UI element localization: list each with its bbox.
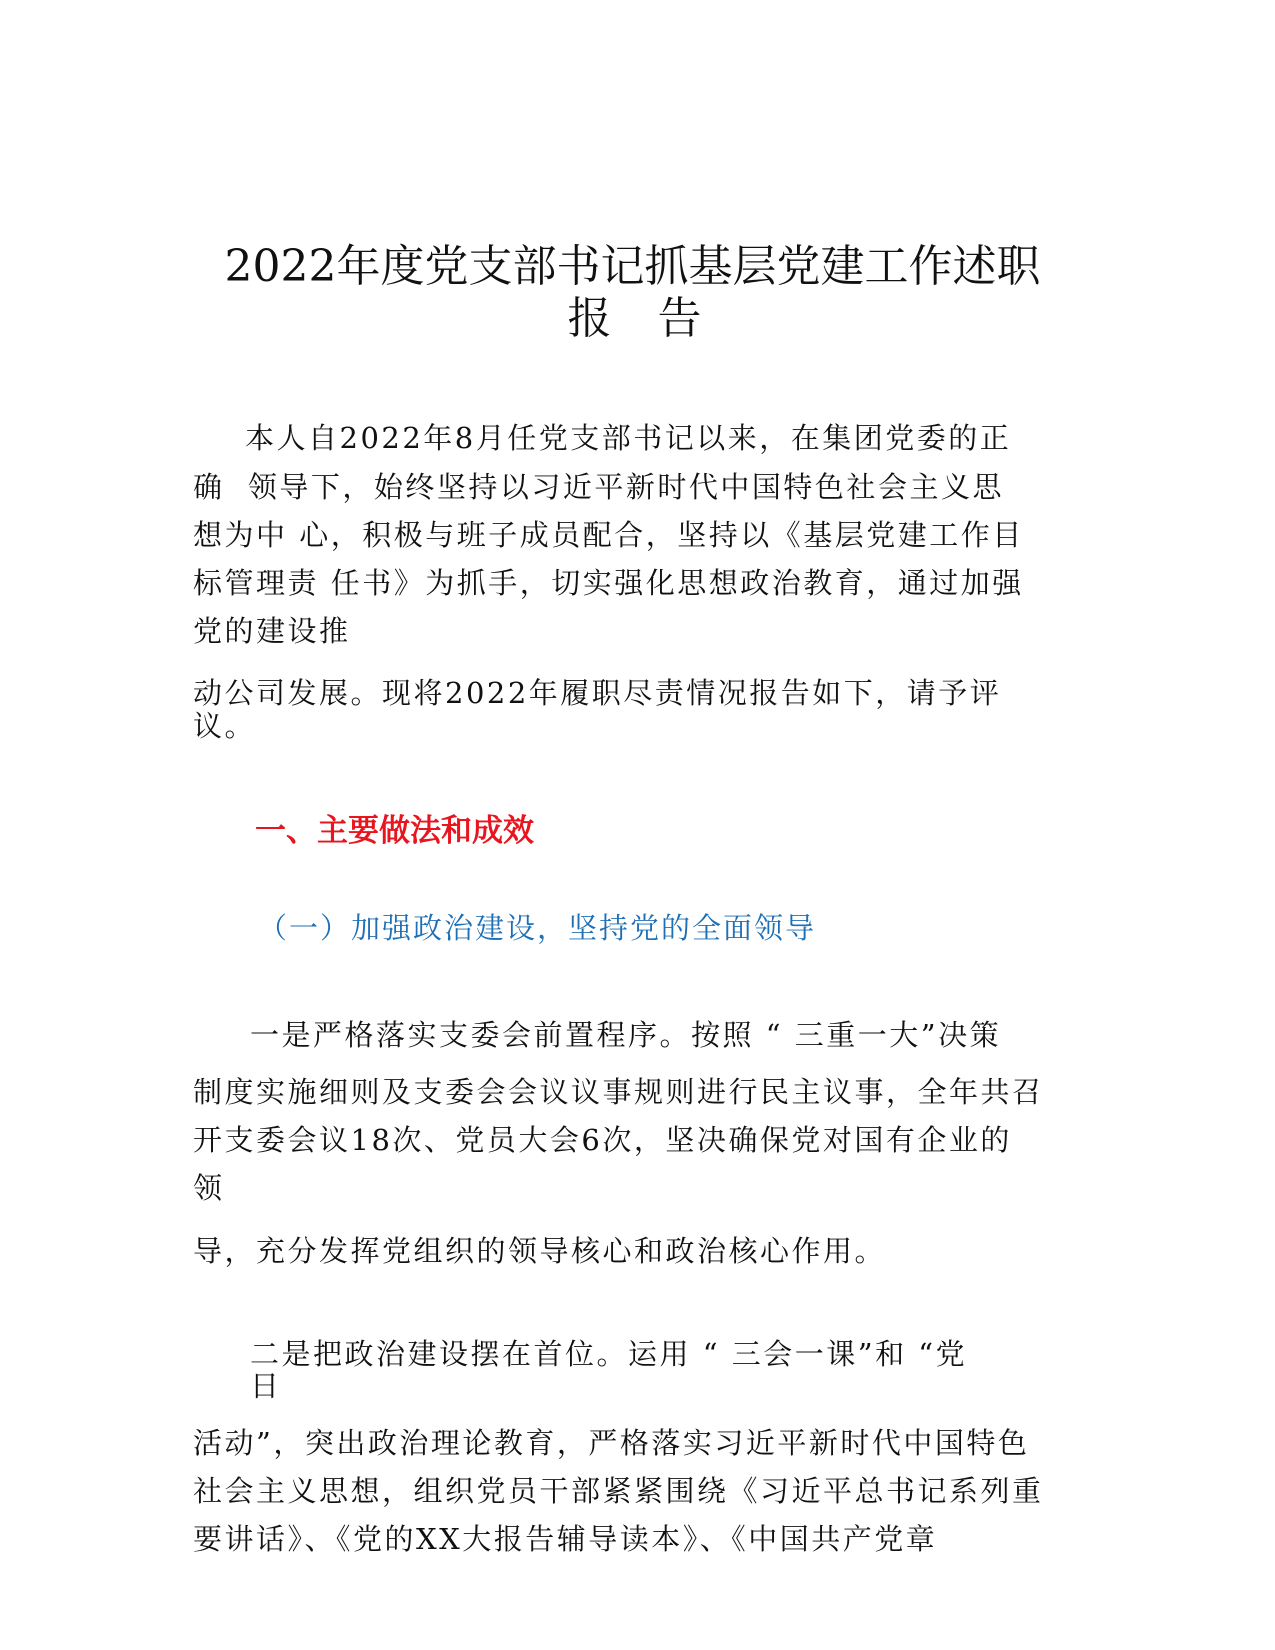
para2-line-4: 社会主义思想，组织党员干部紧紧围绕《习近平总书记系列重 [193, 1474, 1044, 1508]
intro-line-1: 本人自2022年8月任党支部书记以来，在集团党委的正 [245, 421, 1012, 455]
para2-line-3: 活动”，突出政治理论教育，严格落实习近平新时代中国特色 [193, 1426, 1030, 1460]
para1-line-2: 制度实施细则及支委会会议议事规则进行民主议事，全年共召 [193, 1075, 1044, 1109]
intro-line-3: 想为中 心，积极与班子成员配合，坚持以《基层党建工作目 [193, 518, 1024, 552]
document-title-line2: 报 告 [567, 293, 708, 344]
document-title: 2022年度党支部书记抓基层党建工作述职 [224, 241, 1041, 292]
section-heading: 一、主要做法和成效 [255, 813, 534, 849]
subsection-heading: （一）加强政治建设，坚持党的全面领导 [258, 911, 817, 945]
intro-line-7: 议。 [193, 709, 257, 743]
intro-line-2: 确 领导下，始终坚持以习近平新时代中国特色社会主义思 [193, 470, 1004, 504]
para2-line-2: 日 [250, 1369, 282, 1403]
para2-line-1: 二是把政治建设摆在首位。运用 “ 三会一课”和 “党 [250, 1337, 968, 1371]
intro-line-6: 动公司发展。现将2022年履职尽责情况报告如下，请予评 [193, 676, 1002, 710]
intro-line-5: 党的建设推 [193, 614, 351, 648]
intro-line-4: 标管理责 任书》为抓手，切实强化思想政治教育，通过加强 [193, 566, 1024, 600]
para2-line-5: 要讲话》、《党的XX大报告辅导读本》、《中国共产党章 [193, 1522, 938, 1556]
para1-line-3: 开支委会议18次、党员大会6次，坚决确保党对国有企业的 [193, 1123, 1012, 1157]
para1-line-1: 一是严格落实支委会前置程序。按照 “ 三重一大”决策 [250, 1018, 1002, 1052]
para1-line-5: 导，充分发挥党组织的领导核心和政治核心作用。 [193, 1234, 887, 1268]
para1-line-4: 领 [193, 1171, 225, 1205]
